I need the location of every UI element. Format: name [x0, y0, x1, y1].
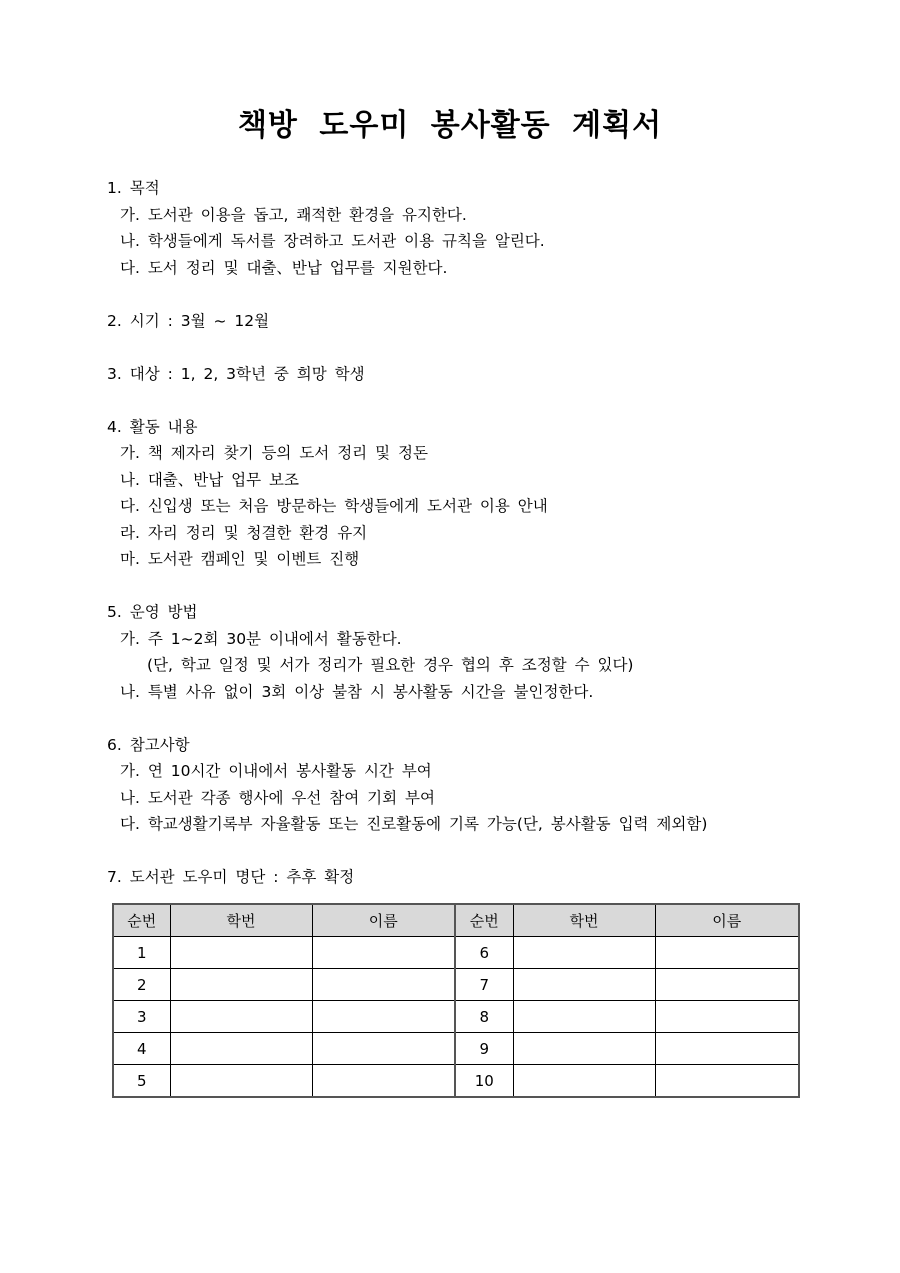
cell-student-id [513, 937, 655, 969]
column-header-number: 순번 [455, 904, 513, 937]
section-heading: 6. 참고사항 [107, 735, 190, 754]
table-row [113, 969, 799, 1001]
cell-name [312, 1065, 455, 1098]
column-header-name: 이름 [655, 904, 799, 937]
cell-student-id [170, 937, 312, 969]
table-header-row [113, 904, 799, 937]
column-header-student-id: 학번 [513, 904, 655, 937]
column-header-student-id: 학번 [170, 904, 312, 937]
cell-name [655, 1001, 799, 1033]
cell-name [655, 937, 799, 969]
section-heading: 4. 활동 내용 [107, 417, 198, 436]
section-heading: 3. 대상 : 1, 2, 3학년 중 희망 학생 [107, 364, 365, 383]
section-activities [107, 414, 807, 573]
list-item: 가. 연 10시간 이내에서 봉사활동 시간 부여 [120, 762, 432, 780]
cell-student-id [170, 1001, 312, 1033]
cell-name [312, 969, 455, 1001]
cell-number: 2 [113, 969, 170, 1001]
cell-name [655, 969, 799, 1001]
table-row [113, 937, 799, 969]
cell-number: 8 [455, 1001, 513, 1033]
cell-student-id [513, 1033, 655, 1065]
section-heading: 2. 시기 : 3월 ~ 12월 [107, 311, 270, 330]
cell-name [312, 937, 455, 969]
cell-number: 7 [455, 969, 513, 1001]
cell-student-id [170, 1033, 312, 1065]
section-period [107, 308, 807, 335]
section-target [107, 361, 807, 388]
column-header-name: 이름 [312, 904, 455, 937]
cell-name [312, 1001, 455, 1033]
roster-table [112, 903, 800, 1098]
column-header-number: 순번 [113, 904, 170, 937]
cell-number: 4 [113, 1033, 170, 1065]
cell-name [655, 1033, 799, 1065]
document-body [107, 175, 807, 891]
table-row [113, 1001, 799, 1033]
section-roster [107, 864, 807, 891]
section-operation [107, 599, 807, 705]
list-item: 나. 대출、반납 업무 보조 [120, 470, 299, 489]
list-item: 다. 도서 정리 및 대출、반납 업무를 지원한다. [120, 258, 448, 277]
list-item-note: (단, 학교 일정 및 서가 정리가 필요한 경우 협의 후 조정할 수 있다) [147, 656, 634, 674]
list-item: 가. 책 제자리 찾기 등의 도서 정리 및 정돈 [120, 444, 428, 462]
cell-number: 3 [113, 1001, 170, 1033]
list-item: 마. 도서관 캠페인 및 이벤트 진행 [120, 550, 360, 568]
list-item: 가. 주 1~2회 30분 이내에서 활동한다. [120, 629, 402, 648]
section-heading: 7. 도서관 도우미 명단 : 추후 확정 [107, 868, 355, 886]
cell-student-id [170, 969, 312, 1001]
list-item: 나. 특별 사유 없이 3회 이상 불참 시 봉사활동 시간을 불인정한다. [120, 682, 594, 701]
table-row [113, 1065, 799, 1098]
list-item: 나. 도서관 각종 행사에 우선 참여 기회 부여 [120, 788, 435, 807]
list-item: 다. 신입생 또는 처음 방문하는 학생들에게 도서관 이용 안내 [120, 497, 548, 515]
cell-number: 10 [455, 1065, 513, 1098]
cell-number: 5 [113, 1065, 170, 1098]
cell-number: 1 [113, 937, 170, 969]
cell-number: 9 [455, 1033, 513, 1065]
cell-student-id [513, 1001, 655, 1033]
section-heading: 1. 목적 [107, 179, 160, 197]
document-title: 책방 도우미 봉사활동 계획서 [237, 108, 663, 143]
list-item: 다. 학교생활기록부 자율활동 또는 진로활동에 기록 가능(단, 봉사활동 입력 제외함) [120, 815, 708, 833]
cell-number: 6 [455, 937, 513, 969]
cell-student-id [170, 1065, 312, 1098]
cell-name [655, 1065, 799, 1098]
section-heading: 5. 운영 방법 [107, 603, 198, 621]
cell-name [312, 1033, 455, 1065]
list-item: 라. 자리 정리 및 청결한 환경 유지 [120, 523, 368, 542]
table-row [113, 1033, 799, 1065]
section-notes [107, 732, 807, 838]
list-item: 나. 학생들에게 독서를 장려하고 도서관 이용 규칙을 알린다. [120, 232, 545, 250]
list-item: 가. 도서관 이용을 돕고, 쾌적한 환경을 유지한다. [120, 205, 467, 224]
cell-student-id [513, 1065, 655, 1098]
cell-student-id [513, 969, 655, 1001]
section-purpose [107, 175, 807, 281]
